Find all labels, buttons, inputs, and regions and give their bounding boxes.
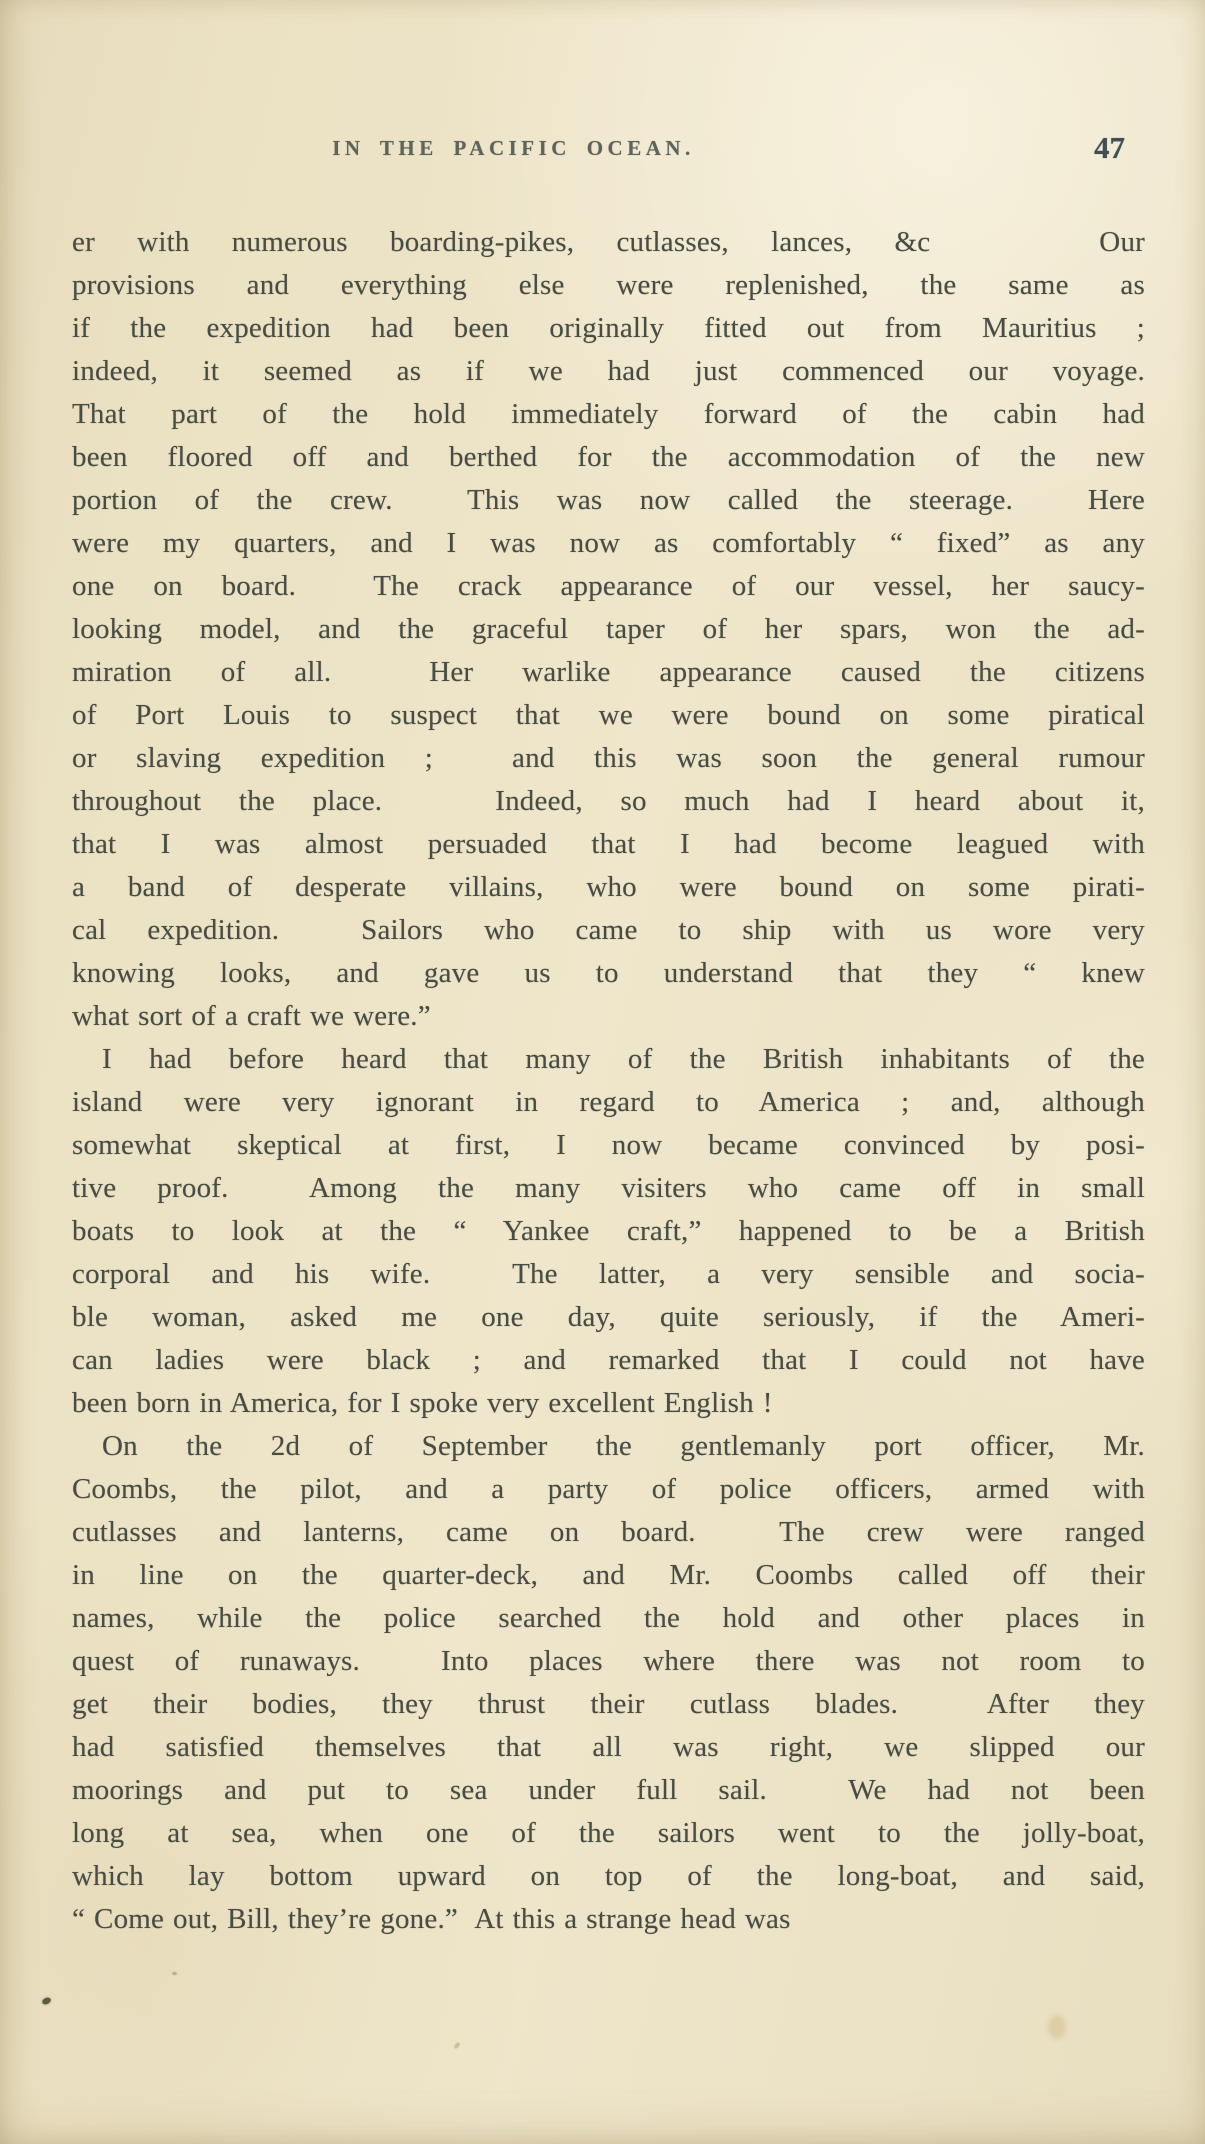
text-line: Coombs, the pilot, and a party of police officers, armed with bbox=[72, 1473, 1145, 1505]
text-line: in line on the quarter-deck, and Mr. Coombs called off their bbox=[72, 1559, 1145, 1591]
page-number: 47 bbox=[1094, 130, 1125, 165]
paragraph bbox=[72, 1425, 1145, 1941]
text-line: names, while the police searched the hold and other places in bbox=[72, 1602, 1145, 1634]
paper-speck bbox=[453, 2042, 461, 2050]
text-line: quest of runaways. Into places where there was not room to bbox=[72, 1645, 1145, 1677]
ink-speck bbox=[41, 1996, 52, 2005]
text-line: what sort of a craft we were.” bbox=[72, 1000, 431, 1032]
page-text bbox=[72, 221, 1145, 1941]
text-line: which lay bottom upward on top of the long-boat, and said, bbox=[72, 1860, 1145, 1892]
text-line: I had before heard that many of the British inhabitants of the bbox=[102, 1043, 1145, 1075]
text-line: provisions and everything else were replenished, the same as bbox=[72, 269, 1145, 301]
text-line: get their bodies, they thrust their cutlass blades. After they bbox=[72, 1688, 1145, 1720]
text-line: er with numerous boarding-pikes, cutlasses, lances, &c Our bbox=[72, 226, 1145, 258]
text-line: been floored off and berthed for the accommodation of the new bbox=[72, 441, 1145, 473]
paragraph bbox=[72, 221, 1145, 1038]
text-line: one on board. The crack appearance of our vessel, her saucy- bbox=[72, 570, 1145, 602]
text-line: cal expedition. Sailors who came to ship with us wore very bbox=[72, 914, 1145, 946]
paper-speck bbox=[172, 1972, 177, 1975]
running-head bbox=[72, 130, 1145, 178]
text-line: island were very ignorant in regard to America ; and, although bbox=[72, 1086, 1145, 1118]
text-line: or slaving expedition ; and this was soon the general rumour bbox=[72, 742, 1145, 774]
paragraph bbox=[72, 1038, 1145, 1425]
text-line: boats to look at the “ Yankee craft,” happened to be a British bbox=[72, 1215, 1145, 1247]
text-line: long at sea, when one of the sailors went to the jolly-boat, bbox=[72, 1817, 1145, 1849]
text-line: moorings and put to sea under full sail. We had not been bbox=[72, 1774, 1145, 1806]
text-line: can ladies were black ; and remarked that I could not have bbox=[72, 1344, 1145, 1376]
text-line: been born in America, for I spoke very excellent English ! bbox=[72, 1387, 773, 1419]
text-line: a band of desperate villains, who were bound on some pirati- bbox=[72, 871, 1145, 903]
text-line: somewhat skeptical at first, I now became convinced by posi- bbox=[72, 1129, 1145, 1161]
running-head-title: IN THE PACIFIC OCEAN. bbox=[332, 136, 695, 160]
text-line: tive proof. Among the many visiters who came off in small bbox=[72, 1172, 1145, 1204]
text-line: cutlasses and lanterns, came on board. The crew were ranged bbox=[72, 1516, 1145, 1548]
text-line: “ Come out, Bill, they’re gone.” At this a strange head was bbox=[72, 1903, 791, 1935]
text-line: throughout the place. Indeed, so much had I heard about it, bbox=[72, 785, 1145, 817]
text-line: if the expedition had been originally fitted out from Mauritius ; bbox=[72, 312, 1145, 344]
text-line: That part of the hold immediately forward of the cabin had bbox=[72, 398, 1145, 430]
text-line: were my quarters, and I was now as comfortably “ fixed” as any bbox=[72, 527, 1145, 559]
text-line: corporal and his wife. The latter, a very sensible and socia- bbox=[72, 1258, 1145, 1290]
text-line: indeed, it seemed as if we had just commenced our voyage. bbox=[72, 355, 1145, 387]
text-line: had satisfied themselves that all was right, we slipped our bbox=[72, 1731, 1145, 1763]
text-line: knowing looks, and gave us to understand that they “ knew bbox=[72, 957, 1145, 989]
paper-stain bbox=[1048, 2015, 1066, 2039]
text-line: of Port Louis to suspect that we were bound on some piratical bbox=[72, 699, 1145, 731]
text-line: On the 2d of September the gentlemanly port officer, Mr. bbox=[102, 1430, 1145, 1462]
text-line: portion of the crew. This was now called the steerage. Here bbox=[72, 484, 1145, 516]
text-line: that I was almost persuaded that I had become leagued with bbox=[72, 828, 1145, 860]
text-line: looking model, and the graceful taper of her spars, won the ad- bbox=[72, 613, 1145, 645]
text-line: ble woman, asked me one day, quite seriously, if the Ameri- bbox=[72, 1301, 1145, 1333]
text-line: miration of all. Her warlike appearance caused the citizens bbox=[72, 656, 1145, 688]
